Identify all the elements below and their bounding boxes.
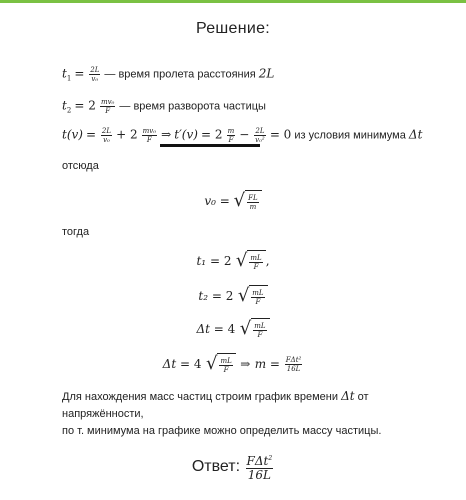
equation-v0: v₀ = √ $\frac{FL}{m}$ [0, 190, 466, 212]
fraction: $\frac{\text{mv₀}}{F}$ [100, 98, 115, 115]
equation-t2-result: t₂ = 2 √ $\frac{mL}{F}$ [0, 285, 466, 307]
top-accent-bar [0, 0, 466, 3]
word-togda: тогда [62, 226, 90, 238]
equation-t1-result: t₁ = 2 √ $\frac{mL}{F}$ , [196, 250, 270, 271]
fraction: $\frac{2L}{\text{v₀}}$ [101, 127, 112, 144]
equation-t2-definition: $t_2 = 2$ $\frac{\text{mv₀}}{F}$ — время разворота частицы [62, 98, 266, 115]
fraction: $\frac{2L}{\text{v₀²}}$ [255, 127, 265, 144]
underline-mark [160, 144, 260, 147]
fraction: $\frac{2L}{\text{v₀}}$ [90, 66, 100, 83]
fraction: $\frac{\text{mv₀}}{F}$ [142, 127, 157, 144]
answer: Ответ: $\frac{F\Delta t^2}{16L}$ [191, 454, 273, 482]
answer-fraction: $\frac{F\Delta t^2}{16L}$ [246, 454, 273, 482]
word-otsyuda: отсюда [62, 160, 99, 172]
equation-total-time: t(v) = $\frac{2L}{\text{v₀}}$ + 2 $\frac{\text{mv₀}}{F}$ ⇒ t′(v) = 2 $\frac{m}{F}$ − $\frac{2L}{\text{v₀²}}$ = 0 из условия минимума Δt [62, 127, 423, 144]
fraction: $\frac{m}{F}$ [227, 127, 235, 144]
sqrt: √ $\frac{mL}{F}$ [206, 353, 236, 375]
explanation-paragraph: Для нахождения масс частиц строим график времени Δt от напряжённости, по т. минимума на графике можно определить массу частицы. [62, 389, 382, 437]
sqrt: √ $\frac{mL}{F}$ [240, 318, 270, 340]
equation-t1-definition: $t_1$ = $\frac{2L}{\text{v₀}}$ — время пролета расстояния 2L [62, 66, 275, 83]
sqrt: √ $\frac{mL}{F}$ [238, 285, 268, 307]
fraction: $\frac{\text{FΔt²}}{16L}$ [285, 355, 302, 373]
sqrt: √ $\frac{FL}{m}$ [234, 190, 262, 212]
equation-mass: Δt = 4 √ $\frac{mL}{F}$ ⇒ m = $\frac{\text{FΔt²}}{16L}$ [162, 353, 302, 374]
equation-dt: Δt = 4 √ $\frac{mL}{F}$ [0, 318, 466, 340]
sqrt: √ $\frac{mL}{F}$ [236, 250, 266, 272]
solution-heading: Решение: [195, 20, 271, 37]
